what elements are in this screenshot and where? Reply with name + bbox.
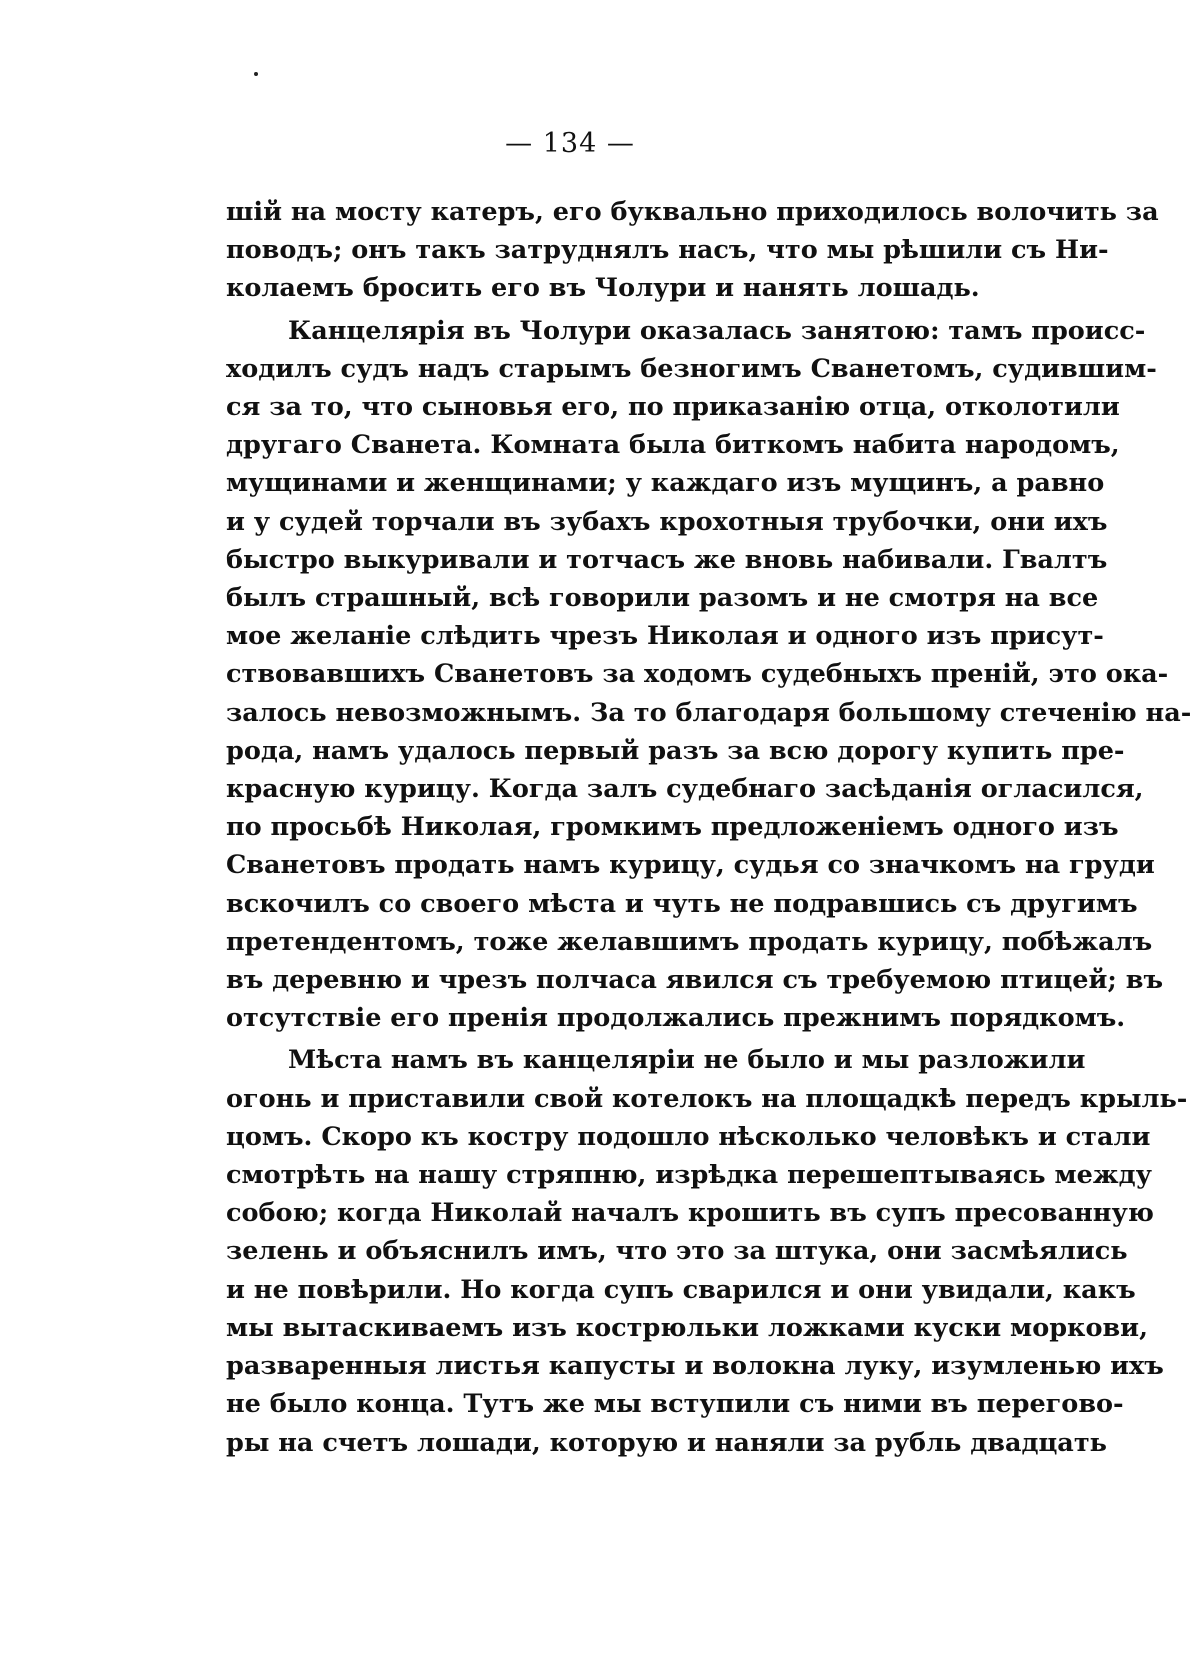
text-line: вскочилъ со своего мѣста и чуть не подравшись съ другимъ (226, 888, 1138, 919)
text-line: ходилъ судъ надъ старымъ безногимъ Сванетомъ, судившим- (226, 353, 1157, 384)
text-line: быстро выкуривали и тотчасъ же вновь набивали. Гвалтъ (226, 544, 1108, 575)
text-line: не было конца. Тутъ же мы вступили съ ними въ перегово- (226, 1389, 1124, 1420)
text-line: поводъ; онъ такъ затруднялъ насъ, что мы рѣшили съ Ни- (226, 235, 1109, 266)
text-line: Сванетовъ продать намъ курицу, судья со значкомъ на груди (226, 850, 1155, 881)
text-line: разваренныя листья капусты и волокна луку, изумленью ихъ (226, 1351, 1164, 1382)
body-text (226, 193, 1191, 1462)
text-line: и не повѣрили. Но когда супъ сварился и они увидали, какъ (226, 1274, 1136, 1305)
text-line: по просьбѣ Николая, громкимъ предложеніемъ одного изъ (226, 812, 1119, 843)
page-number: — 134 — (505, 128, 635, 159)
text-line: мы вытаскиваемъ изъ кострюльки ложками куски моркови, (226, 1312, 1148, 1343)
text-line: и у судей торчали въ зубахъ крохотныя трубочки, они ихъ (226, 506, 1108, 537)
text-line: ры на счетъ лошади, которую и наняли за рубль двадцать (226, 1427, 1107, 1458)
text-line: мущинами и женщинами; у каждаго изъ мущинъ, а равно (226, 468, 1105, 499)
text-line: Мѣста намъ въ канцеляріи не было и мы разложили (288, 1045, 1086, 1076)
text-line: претендентомъ, тоже желавшимъ продать курицу, побѣжалъ (226, 926, 1153, 957)
paragraph (226, 312, 1191, 1038)
print-speck (254, 72, 258, 76)
text-line: шій на мосту катеръ, его буквально приходилось волочить за (226, 197, 1159, 227)
text-line: цомъ. Скоро къ костру подошло нѣсколько человѣкъ и стали (226, 1121, 1151, 1152)
text-line: въ деревню и чрезъ полчаса явился съ требуемою птицей; въ (226, 965, 1164, 996)
text-line: рода, намъ удалось первый разъ за всю дорогу купить пре- (226, 735, 1125, 766)
text-line: ствовавшихъ Сванетовъ за ходомъ судебныхъ преній, это ока- (226, 659, 1169, 690)
text-line: зелень и объяснилъ имъ, что это за штука, они засмѣялись (226, 1236, 1128, 1267)
text-line: залось невозможнымъ. За то благодаря большому стеченію на- (226, 697, 1191, 728)
text-line: собою; когда Николай началъ крошить въ супъ пресованную (226, 1198, 1154, 1229)
paragraph (226, 193, 1159, 308)
text-line: былъ страшный, всѣ говорили разомъ и не смотря на все (226, 583, 1099, 614)
text-line: мое желаніе слѣдить чрезъ Николая и одного изъ присут- (226, 621, 1104, 652)
text-line: Канцелярія въ Чолури оказалась занятою: тамъ происс- (288, 315, 1146, 346)
paragraph (226, 1041, 1188, 1461)
text-line: огонь и приставили свой котелокъ на площадкѣ передъ крыль- (226, 1083, 1188, 1114)
text-line: ся за то, что сыновья его, по приказанію отца, отколотили (226, 392, 1120, 423)
text-line: колаемъ бросить его въ Чолури и нанять лошадь. (226, 273, 980, 304)
text-line: смотрѣть на нашу стряпню, изрѣдка перешептываясь между (226, 1160, 1152, 1191)
text-line: другаго Сванета. Комната была биткомъ набита народомъ, (226, 430, 1120, 461)
text-line: красную курицу. Когда залъ судебнаго засѣданія огласился, (226, 774, 1144, 805)
text-line: отсутствіе его пренія продолжались прежнимъ порядкомъ. (226, 1003, 1126, 1034)
